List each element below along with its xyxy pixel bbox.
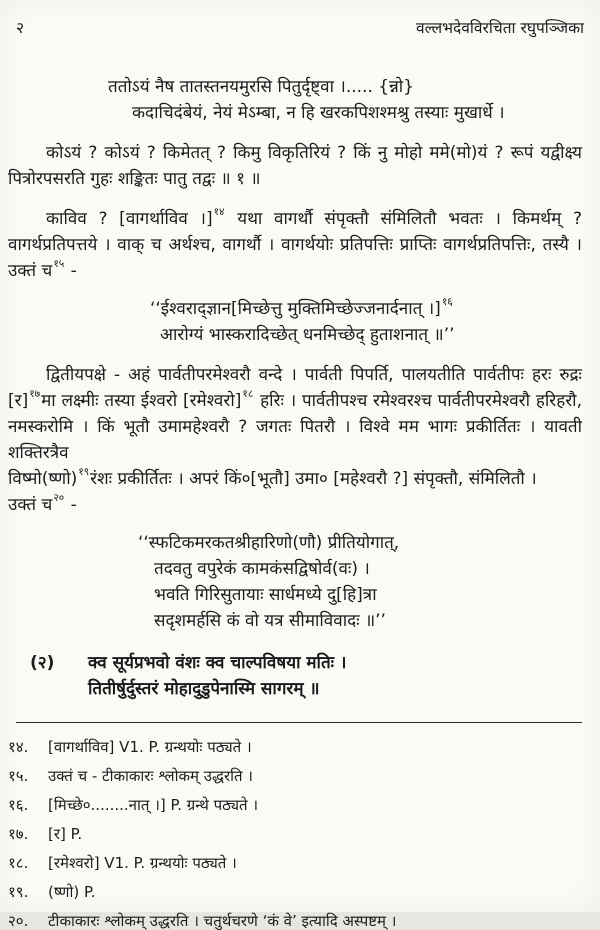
mula-verse-line-1: क्व सूर्यप्रभवो वंशः क्व चाल्पविषया मतिः । (88, 653, 347, 673)
dvitiya-para-line-1: द्वितीयपक्षे - अहं पार्वतीपरमेश्वरौ वन्दे । पार्वती पिपर्ति, पालयतीति पार्वतीपः हरः रुद्रः (46, 365, 582, 385)
footnote-row (8, 768, 592, 785)
footnote-rule (16, 722, 582, 723)
footnote-text: (ष्णो) P. (48, 883, 96, 901)
footnote-row (8, 855, 592, 872)
quote-verse2-line-1: ‘‘स्फटिकमरकतश्रीहारिणो(णौ) प्रीतियोगात्, (138, 533, 400, 553)
quote-verse2-line-2: तदवतु वपुरेकं कामकंसद्विषोर्व(वः) । (154, 559, 370, 579)
mangala-para-line-2: पित्रोरपसरति गुहः शङ्कितः पातु तद्वः ॥ १ ॥ (8, 169, 261, 189)
dvitiya-para-line-2: [र]$^{१७}$मा लक्ष्मीः तस्या ईश्वरो [रमेश्वरो]$^{१८}$ हरिः । पार्वतीपश्च रमेश्वरश्च पार्वतीपरमेश्वरौ हरिहरौ, (8, 388, 582, 411)
opening-verse-line-1: ततोऽयं नैष तातस्तनयमुरसि पितुर्दृष्ट्वा ।..... {न्नो} (108, 77, 415, 97)
mula-verse-line-2: तितीर्षुर्दुस्तरं मोहादुडुपेनास्मि सागरम् ॥ (88, 679, 320, 699)
vagartha-para-line-1: काविव ? [वागर्थाविव ।]$^{१४}$ यथा वागर्थौ संपृक्तौ संमिलितौ भवतः । किमर्थम् ? (46, 206, 582, 229)
footnote-number: १४. (8, 738, 29, 756)
footnote-number: १६. (8, 796, 29, 814)
footnote-row (8, 797, 592, 814)
page-body (0, 74, 600, 930)
vagartha-para-line-3: उक्तं च$^{१५}$ - (8, 258, 77, 281)
footnote-text: [वागर्थाविव] V1. P. ग्रन्थयोः पठ्यते । (48, 738, 252, 756)
quote-verse1-line-2: आरोग्यं भास्करादिच्छेत् धनमिच्छेद् हुताशनात् ॥’’ (160, 325, 455, 345)
dvitiya-para-line-4: विष्मो(ष्णो)$^{१९}$रंशः प्रकीर्तितः । अपरं किं०[भूतौ] उमा० [महेश्वरौ ?] संपृक्तौ, संमिलितौ । (8, 466, 537, 489)
footnote-row (8, 826, 592, 843)
vagartha-para-line-2: वागर्थप्रतिपत्तये । वाक् च अर्थश्च, वागर्थौ । वागर्थयोः प्रतिपत्तिः प्राप्तिः वागर्थप्रतिपत्तिः, तस्यै । (8, 235, 582, 255)
footnote-text: टीकाकारः श्लोकम् उद्धरति । चतुर्थचरणे ‘कं वे’ इत्यादि अस्पष्टम् । (48, 912, 397, 930)
footnote-number: २०. (8, 912, 29, 930)
running-title: वल्लभदेवविरचिता रघुपञ्जिका (416, 19, 584, 37)
dvitiya-para-line-5: उक्तं च$^{२०}$ - (8, 492, 77, 515)
dvitiya-para-line-3: नमस्करोमि । किं भूतौ उमामहेश्वरौ ? जगतः पितरौ । विश्वे मम भागः प्रकीर्तितः । यावती शक्तिरत्रैव (8, 417, 582, 463)
footnote-number: १७. (8, 825, 29, 843)
footnote-text: [रमेश्वरो] V1. P. ग्रन्थयोः पठ्यते । (48, 854, 237, 872)
footnote-number: १९. (8, 883, 29, 901)
quote-verse1-line-1: ‘‘ईश्वराद्ज्ञान[मिच्छेत्तु मुक्तिमिच्छेज्जनार्दनात् ।]$^{१६}$ (150, 296, 453, 319)
footnote-row (8, 913, 592, 930)
mula-verse-row (8, 650, 592, 676)
footnote-number: १८. (8, 854, 29, 872)
footnote-row (8, 739, 592, 756)
opening-verse-line-2: कदाचिदंबेयं, नेयं मेऽम्बा, न हि खरकपिशश्मश्रु तस्याः मुखार्धे । (132, 103, 505, 123)
mangala-para-line-1: कोऽयं ? कोऽयं ? किमेतत् ? किमु विकृतिरियं ? किं नु मोहो ममे(मो)यं ? रूपं यद्वीक्ष्य (46, 143, 582, 163)
page-header (0, 0, 600, 38)
footnote-text: [र] P. (48, 825, 83, 843)
footnote-text: [मिच्छे०........नात् ।] P. ग्रन्थे पठ्यते । (48, 796, 259, 814)
footnote-text: उक्तं च - टीकाकारः श्लोकम् उद्धरति । (48, 767, 253, 785)
mula-verse-number: (२) (30, 653, 55, 673)
quote-verse2-line-3: भवति गिरिसुतायाः सार्धमध्ये दु[हि]त्रा (154, 585, 377, 605)
quote-verse2-line-4: सदृशमर्हसि कं वो यत्र सीमाविवादः ॥’’ (154, 611, 386, 631)
footnote-number: १५. (8, 767, 29, 785)
page-number: २ (16, 19, 25, 37)
footnote-row (8, 884, 592, 901)
